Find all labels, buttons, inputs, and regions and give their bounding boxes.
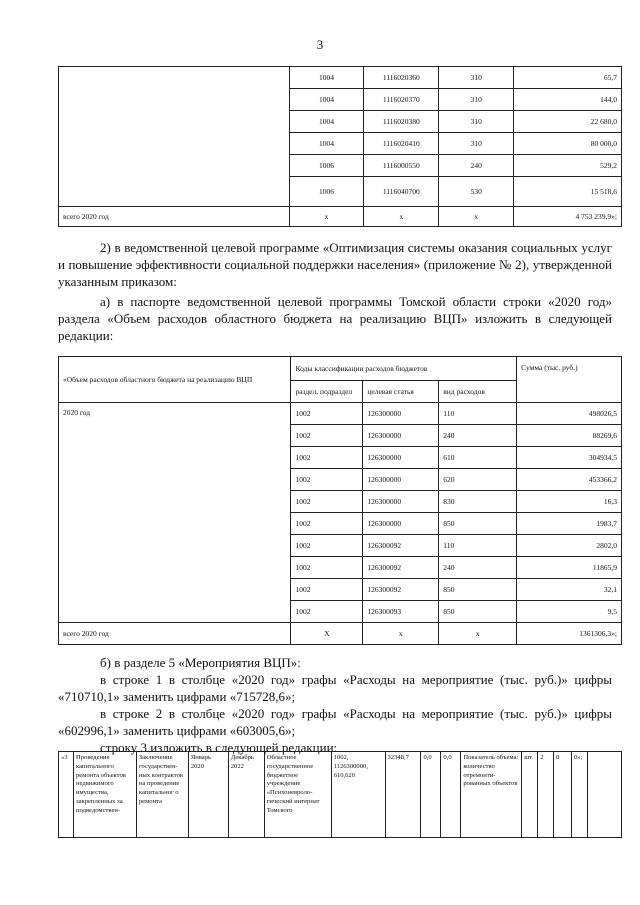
total-sum: 4 753 239,9»; [514, 207, 622, 227]
section-cell: 1002 [291, 403, 363, 425]
type-cell: 620 [439, 469, 517, 491]
target-cell: 126300000 [363, 425, 439, 447]
year-cell: 2020 год [59, 403, 291, 623]
target-cell: 126300000 [363, 513, 439, 535]
target-cell: 126300092 [363, 579, 439, 601]
unit-cell: шт. [522, 752, 538, 838]
value-cell: 0 [554, 752, 572, 838]
budget-table-2020 [58, 356, 622, 645]
type-cell: 240 [439, 425, 517, 447]
header-codes: Коды классификации расходов бюджетов [291, 357, 517, 381]
target-cell: 126300092 [363, 557, 439, 579]
type-cell: 310 [439, 133, 514, 155]
type-cell: 610 [439, 447, 517, 469]
target-cell: 126300093 [363, 601, 439, 623]
row-number: «3 [59, 752, 74, 838]
sum-cell: 32,1 [517, 579, 622, 601]
value-cell: 0,0 [441, 752, 461, 838]
value-cell: 2 [538, 752, 554, 838]
table-row [59, 752, 622, 838]
sum-cell: 15 518,6 [514, 177, 622, 207]
section-cell: 1006 [289, 177, 364, 207]
sum-cell: 11865,9 [517, 557, 622, 579]
paragraph-b: б) в разделе 5 «Мероприятия ВЦП»: [100, 655, 301, 670]
type-cell: 110 [439, 403, 517, 425]
target-cell: 126300000 [363, 469, 439, 491]
sum-cell: 65,7 [514, 67, 622, 89]
sum-cell: 144,0 [514, 89, 622, 111]
end-cell: Декабрь 2022 [228, 752, 264, 838]
type-cell: х [439, 207, 514, 227]
section-cell: 1002 [291, 447, 363, 469]
target-cell: 1116020380 [364, 111, 439, 133]
sum-cell: 80 000,0 [514, 133, 622, 155]
indicator-cell: Показатель объема: количество отремонти-рованных объектов [461, 752, 522, 838]
header-label: «Объем расходов областного бюджета на реализацию ВЦП [59, 357, 291, 403]
section-cell: 1002 [291, 469, 363, 491]
section-cell: 1004 [289, 111, 364, 133]
type-cell: 310 [439, 67, 514, 89]
page-number: 3 [316, 37, 324, 52]
paragraph-2: 2) в ведомственной целевой программе «Оптимизация системы оказания социальных услуг и повышение эффективности социальной поддержки населения» (приложение № 2), утвержденной указанным приказом: [58, 240, 612, 289]
label-cell [59, 67, 290, 207]
start-cell: Январь 2020 [188, 752, 228, 838]
target-cell: 1116020410 [364, 133, 439, 155]
type-cell: 240 [439, 155, 514, 177]
section-cell: х [289, 207, 364, 227]
empty-cell [588, 752, 622, 838]
paragraph-row2: в строке 2 в столбце «2020 год» графы «Расходы на мероприятие (тыс. руб.)» цифры «602996,1» заменить цифрами «603005,6»; [58, 706, 612, 738]
sum-cell: 88269,6 [517, 425, 622, 447]
executor-cell: Областное государственное бюджетное учреждение «Психоневроло-гический интернат Томского [264, 752, 331, 838]
sum-cell: 529,2 [514, 155, 622, 177]
target-cell: х [363, 623, 439, 645]
type-cell: х [439, 623, 517, 645]
section-cell: 1004 [289, 133, 364, 155]
total-label: всего 2020 год [59, 207, 290, 227]
activities-table [58, 751, 622, 838]
amount-cell: 32348,7 [385, 752, 421, 838]
sum-cell: 453366,2 [517, 469, 622, 491]
type-cell: 240 [439, 557, 517, 579]
total-label: всего 2020 год [59, 623, 291, 645]
header-section: раздел, подраздел [291, 381, 363, 403]
type-cell: 310 [439, 89, 514, 111]
target-cell: 126300000 [363, 403, 439, 425]
section-cell: 1002 [291, 513, 363, 535]
target-cell: 126300092 [363, 535, 439, 557]
sum-cell: 22 680,0 [514, 111, 622, 133]
codes-cell: 1002, 1126300000, 610,620 [331, 752, 385, 838]
paragraph-row3: строку 3 изложить в следующей редакции: [100, 740, 338, 755]
expenses-table-1 [58, 66, 622, 227]
target-cell: 1116020370 [364, 89, 439, 111]
header-target: целевая статья [363, 381, 439, 403]
type-cell: 110 [439, 535, 517, 557]
section-cell: 1006 [289, 155, 364, 177]
paragraph-2a: а) в паспорте ведомственной целевой программы Томской области строки «2020 год» раздела «Объем расходов областного бюджета на реализацию ВЦП» изложить в следующей редакции: [58, 294, 612, 343]
section-cell: 1002 [291, 579, 363, 601]
section-cell: 1002 [291, 601, 363, 623]
section-cell: 1004 [289, 89, 364, 111]
activity-cell: Проведение капитального ремонта объектов недвижимого имущества, закрепленных за подведомствен- [73, 752, 136, 838]
type-cell: 850 [439, 579, 517, 601]
sum-cell: 9,5 [517, 601, 622, 623]
paragraph-row1: в строке 1 в столбце «2020 год» графы «Расходы на мероприятие (тыс. руб.)» цифры «710710,1» заменить цифрами «715728,6»; [58, 672, 612, 704]
sum-cell: 1983,7 [517, 513, 622, 535]
sum-cell: 16,3 [517, 491, 622, 513]
target-cell: 1116040700 [364, 177, 439, 207]
section-cell: 1004 [289, 67, 364, 89]
type-cell: 310 [439, 111, 514, 133]
sum-cell: 498026,5 [517, 403, 622, 425]
contracts-cell: Заключение государствен-ных контрактов на проведение капитальног о ремонта [136, 752, 188, 838]
type-cell: 830 [439, 491, 517, 513]
target-cell: 1116000550 [364, 155, 439, 177]
value-cell: 0»; [572, 752, 588, 838]
sum-cell: 2802,0 [517, 535, 622, 557]
target-cell: 126300000 [363, 447, 439, 469]
total-sum: 1361306,3»; [517, 623, 622, 645]
target-cell: 1116020360 [364, 67, 439, 89]
type-cell: 850 [439, 601, 517, 623]
target-cell: 126300000 [363, 491, 439, 513]
section-cell: 1002 [291, 425, 363, 447]
target-cell: х [364, 207, 439, 227]
total-row [59, 207, 622, 227]
type-cell: 850 [439, 513, 517, 535]
section-cell: Х [291, 623, 363, 645]
header-sum: Сумма (тыс. руб.) [517, 357, 622, 403]
header-type: вид расходов [439, 381, 517, 403]
section-cell: 1002 [291, 535, 363, 557]
type-cell: 530 [439, 177, 514, 207]
value-cell: 0,0 [421, 752, 441, 838]
sum-cell: 304934,5 [517, 447, 622, 469]
section-cell: 1002 [291, 491, 363, 513]
table-row [59, 67, 622, 89]
total-row [59, 623, 622, 645]
table-row [59, 403, 622, 425]
section-cell: 1002 [291, 557, 363, 579]
header-row [59, 357, 622, 381]
